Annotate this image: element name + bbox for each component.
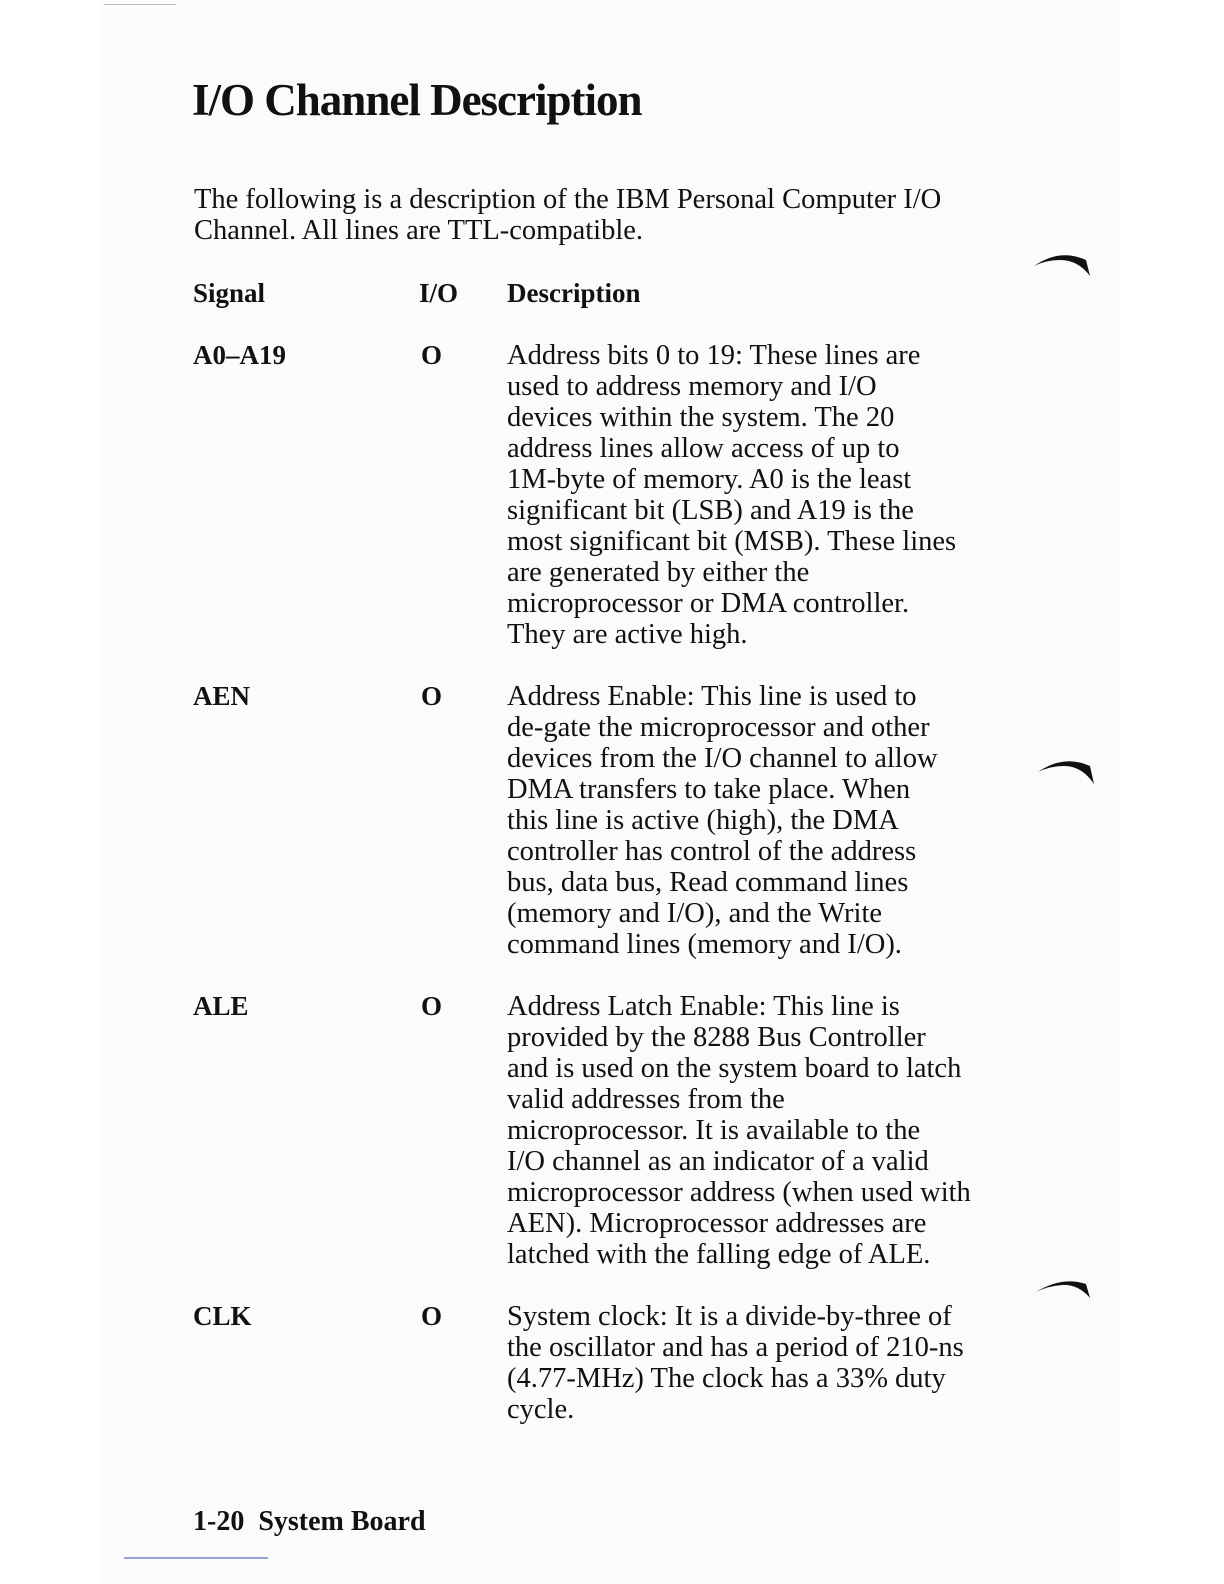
binder-hole-mark-1 [1030, 250, 1094, 280]
signal-name: A0–A19 [193, 340, 286, 370]
signal-direction: O [421, 340, 443, 370]
binder-hole-mark-2 [1034, 756, 1098, 786]
signal-description: Address Enable: This line is used to de-gate the microprocessor and other devices from the I/O channel to allow DMA transfers to take place. When this line is active (high), the DMA controller has control of the address bus, data bus, Read command lines (memory and I/O), and the Write command lines (memory and I/O). [507, 681, 938, 960]
signal-description: Address Latch Enable: This line is provided by the 8288 Bus Controller and is used on the system board to latch valid addresses from the microprocessor. It is available to the I/O channel as an indicator of a valid microprocessor address (when used with AEN). Microprocessor addresses are latched with the falling edge of ALE. [507, 991, 971, 1270]
signal-direction: O [421, 681, 443, 711]
binder-hole-mark-3 [1032, 1276, 1096, 1306]
signal-name: AEN [193, 681, 251, 711]
footer-section-title: System Board [258, 1506, 426, 1537]
signal-description: Address bits 0 to 19: These lines are used to address memory and I/O devices within the system. The 20 address lines allow access of up to 1M-byte of memory. A0 is the least significant bit (LSB) and A19 is the most significant bit (MSB). These lines are generated by either the microprocessor or DMA controller. They are active high. [507, 340, 957, 650]
footer-page-number: 1-20 [193, 1506, 245, 1537]
signal-name: CLK [193, 1301, 252, 1331]
column-header-io: I/O [419, 278, 459, 308]
signal-description: System clock: It is a divide-by-three of the oscillator and has a period of 210-ns (4.77-MHz) The clock has a 33% duty cycle. [507, 1301, 964, 1425]
scan-artifact-bottom [124, 1557, 268, 1559]
signal-direction: O [421, 991, 443, 1021]
signal-name: ALE [193, 991, 249, 1021]
page-footer [193, 1506, 426, 1538]
column-header-description: Description [507, 278, 641, 308]
column-header-signal: Signal [193, 278, 266, 308]
intro-paragraph: The following is a description of the IBM Personal Computer I/O Channel. All lines are TTL-compatible. [194, 184, 942, 246]
signal-direction: O [421, 1301, 443, 1331]
scan-artifact-top [104, 4, 176, 5]
page-title: I/O Channel Description [192, 75, 642, 125]
